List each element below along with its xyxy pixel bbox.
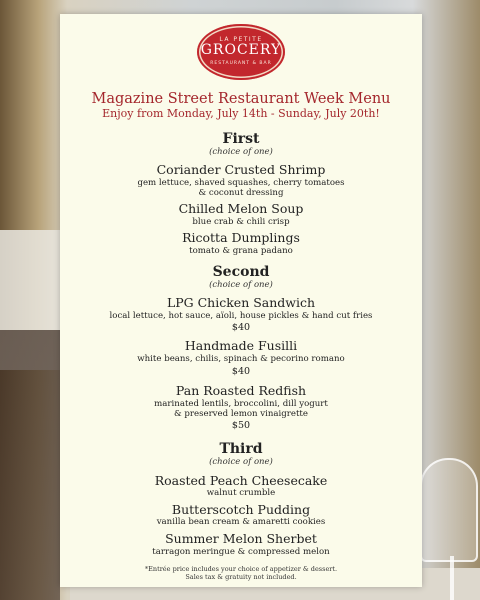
- dish-name: Chilled Melon Soup: [178, 201, 304, 216]
- dish-description: blue crab & chili crisp: [192, 217, 290, 227]
- dish-description: gem lettuce, shaved squashes, cherry tomatoes: [137, 178, 345, 188]
- footer-note: *Entrée price includes your choice of appetizer & dessert.: [144, 565, 338, 573]
- logo-main-text: GROCERY: [200, 42, 282, 58]
- menu-card: [60, 14, 422, 587]
- dish-description: marinated lentils, broccolini, dill yogurt: [154, 399, 328, 409]
- dish-description: tarragon meringue & compressed melon: [152, 547, 330, 557]
- dish-description: walnut crumble: [206, 488, 276, 498]
- dish-name: Handmade Fusilli: [184, 338, 298, 353]
- wine-glass-stem: [450, 556, 454, 600]
- dish-name: Ricotta Dumplings: [182, 230, 300, 245]
- restaurant-logo: [197, 24, 285, 80]
- dish-description: tomato & grana padano: [189, 246, 293, 256]
- dish-name: Summer Melon Sherbet: [165, 531, 317, 546]
- dish-description: local lettuce, hot sauce, aïoli, house pickles & hand cut fries: [109, 311, 373, 321]
- menu-dates: Enjoy from Monday, July 14th - Sunday, July 20th!: [102, 107, 380, 120]
- logo-sub-text: RESTAURANT & BAR: [210, 61, 272, 66]
- dish-description: & preserved lemon vinaigrette: [174, 409, 308, 419]
- dish-name: Pan Roasted Redfish: [175, 383, 307, 398]
- course-heading-first: First: [222, 131, 260, 147]
- dish-description: & coconut dressing: [198, 188, 284, 198]
- dish-price: $40: [231, 366, 251, 377]
- dish-name: Coriander Crusted Shrimp: [156, 162, 326, 177]
- course-heading-second: Second: [212, 264, 270, 280]
- dish-description: vanilla bean cream & amaretti cookies: [156, 517, 326, 527]
- background-chair: [0, 330, 60, 600]
- dish-price: $40: [231, 322, 251, 333]
- menu-title: Magazine Street Restaurant Week Menu: [91, 91, 391, 107]
- dish-name: Butterscotch Pudding: [171, 502, 311, 517]
- wine-glass: [420, 458, 478, 562]
- dish-name: LPG Chicken Sandwich: [166, 295, 316, 310]
- course-choice-second: (choice of one): [209, 280, 273, 290]
- course-heading-third: Third: [219, 441, 263, 457]
- dish-name: Roasted Peach Cheesecake: [154, 473, 328, 488]
- course-choice-third: (choice of one): [209, 457, 273, 467]
- course-choice-first: (choice of one): [209, 147, 273, 157]
- dish-description: white beans, chilis, spinach & pecorino romano: [137, 354, 345, 364]
- footer-note: Sales tax & gratuity not included.: [185, 573, 297, 581]
- logo-top-text: LA PETITE: [219, 36, 263, 43]
- dish-price: $50: [231, 420, 251, 431]
